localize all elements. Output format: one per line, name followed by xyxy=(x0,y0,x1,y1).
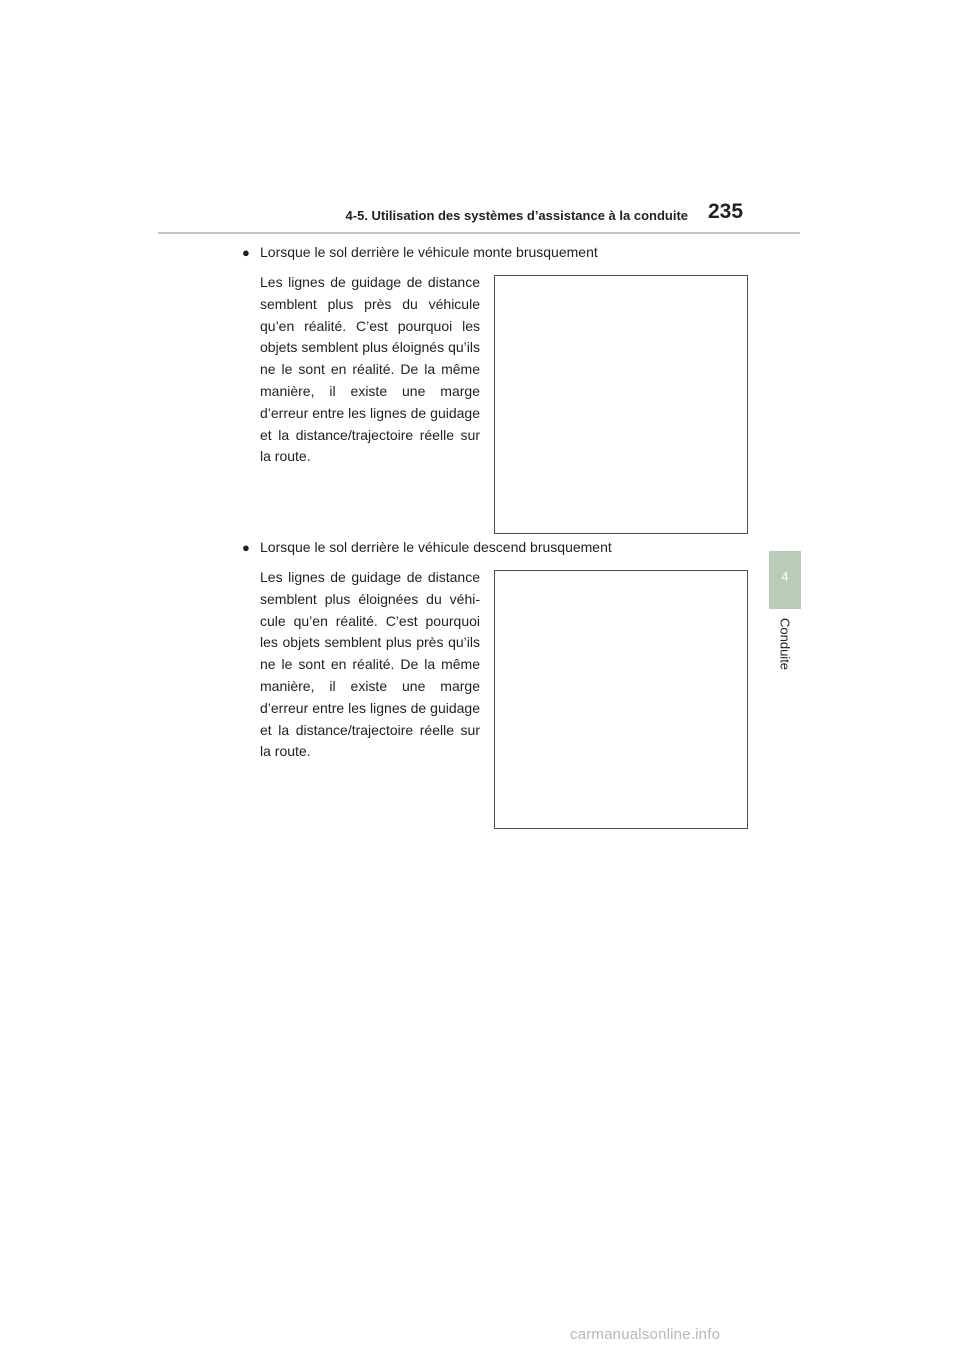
chapter-tab xyxy=(769,551,801,609)
chapter-number: 4 xyxy=(781,569,789,584)
bullet-heading-text: Lorsque le sol derrière le véhicule monte brusquement xyxy=(260,244,598,260)
page-number: 235 xyxy=(708,200,744,223)
figure-descending-ground xyxy=(494,570,748,829)
bullet-heading-rising-ground xyxy=(242,244,598,260)
watermark: carmanualsonline.info xyxy=(570,1326,721,1343)
section-title: 4-5. Utilisation des systèmes d’assistance à la conduite xyxy=(345,208,688,223)
figure-rising-ground xyxy=(494,275,748,534)
bullet-heading-descending-ground xyxy=(242,539,612,555)
bullet-icon: ● xyxy=(242,540,250,555)
chapter-label: Conduite xyxy=(777,618,793,671)
paragraph-descending-ground: Les lignes de guidage de distance semblent plus éloignées du véhi-cule qu’en réalité. C’est pourquoi les objets semblent plus près qu’ils ne le sont en réalité. De la même manière, il existe une marge d’erreur entre les lignes de guidage et la distance/trajectoire réelle sur la route. xyxy=(260,569,480,760)
paragraph-rising-ground: Les lignes de guidage de distance semblent plus près du véhicule qu’en réalité. C’est pourquoi les objets semblent plus éloignés qu’ils ne le sont en réalité. De la même manière, il existe une marge d’erreur entre les lignes de guidage et la distance/trajectoire réelle sur la route. xyxy=(260,274,480,465)
header-divider xyxy=(158,232,800,234)
bullet-icon: ● xyxy=(242,245,250,260)
bullet-heading-text: Lorsque le sol derrière le véhicule descend brusquement xyxy=(260,539,612,555)
